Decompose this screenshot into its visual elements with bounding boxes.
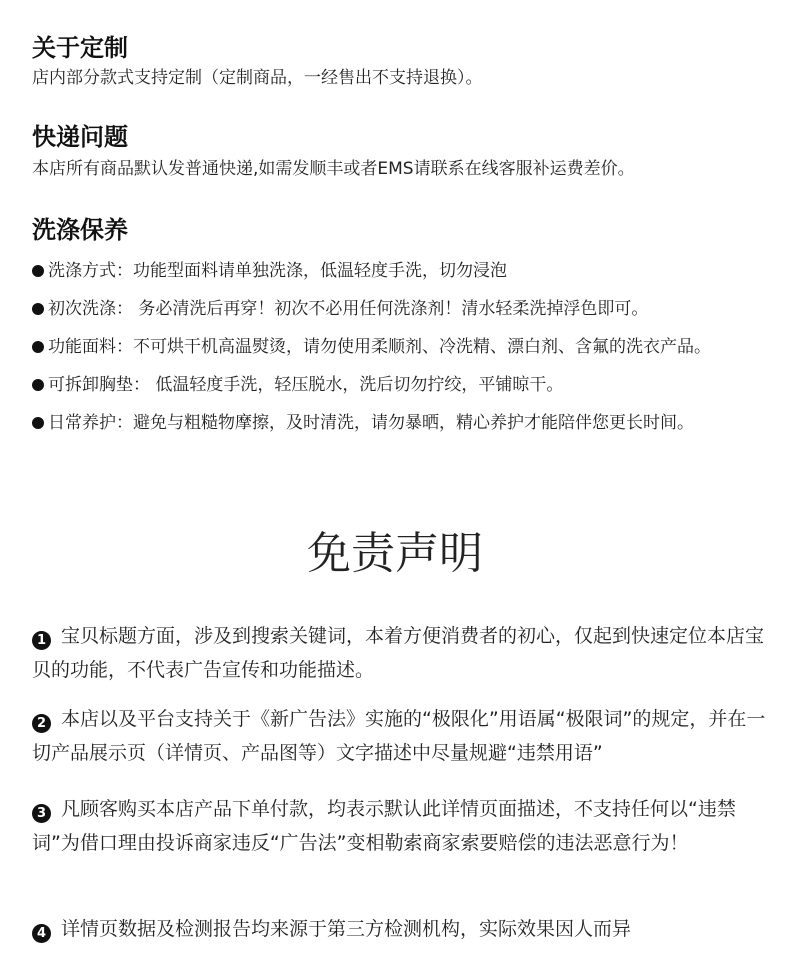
bullet-icon [32, 341, 44, 353]
disclaimer-item-3 [32, 792, 772, 860]
care-title: 洗涤保养 [32, 216, 128, 244]
care-item-text: 功能面料：不可烘干机高温熨烫，请勿使用柔顺剂、冷洗精、漂白剂、含氟的洗衣产品。 [48, 337, 711, 357]
care-list [32, 260, 762, 450]
care-item-text: 初次洗涤： 务必清洗后再穿！初次不必用任何洗涤剂！清水轻柔洗掉浮色即可。 [48, 299, 649, 319]
disclaimer-title: 免责声明 [307, 528, 483, 579]
care-item-text: 可拆卸胸垫： 低温轻度手洗，轻压脱水，洗后切勿拧绞，平铺晾干。 [48, 375, 564, 395]
custom-title: 关于定制 [32, 34, 128, 62]
disclaimer-item-1 [32, 619, 772, 687]
shipping-text: 本店所有商品默认发普通快递,如需发顺丰或者EMS请联系在线客服补运费差价。 [32, 159, 635, 179]
number-4-icon: 4 [32, 924, 51, 943]
custom-text: 店内部分款式支持定制（定制商品，一经售出不支持退换）。 [32, 68, 483, 88]
care-item-text: 日常养护：避免与粗糙物摩擦，及时清洗，请勿暴晒，精心养护才能陪伴您更长时间。 [48, 413, 694, 433]
custom-section [32, 33, 762, 89]
shipping-title: 快递问题 [32, 123, 128, 151]
list-item [32, 260, 762, 298]
list-item [32, 374, 762, 412]
care-item-text: 洗涤方式：功能型面料请单独洗涤，低温轻度手洗，切勿浸泡 [48, 261, 507, 281]
disclaimer-text: 凡顾客购买本店产品下单付款，均表示默认此详情页面描述，不支持任何以“违禁词”为借口理由投诉商家违反“广告法”变相勒索商家索要赔偿的违法恶意行为！ [32, 798, 736, 854]
number-2-icon: 2 [32, 714, 51, 733]
disclaimer-item-2 [32, 702, 772, 770]
disclaimer-text: 详情页数据及检测报告均来源于第三方检测机构，实际效果因人而异 [61, 918, 632, 940]
disclaimer-text: 宝贝标题方面，涉及到搜索关键词，本着方便消费者的初心，仅起到快速定位本店宝贝的功能，不代表广告宣传和功能描述。 [32, 625, 765, 681]
bullet-icon [32, 265, 44, 277]
number-3-icon: 3 [32, 804, 51, 823]
disclaimer-text: 本店以及平台支持关于《新广告法》实施的“极限化”用语属“极限词”的规定，并在一切产品展示页（详情页、产品图等）文字描述中尽量规避“违禁用语” [32, 708, 766, 764]
care-section [32, 215, 762, 450]
disclaimer-item-4 [32, 912, 772, 946]
bullet-icon [32, 417, 44, 429]
shipping-section [32, 122, 762, 180]
bullet-icon [32, 379, 44, 391]
list-item [32, 298, 762, 336]
bullet-icon [32, 303, 44, 315]
list-item [32, 336, 762, 374]
number-1-icon: 1 [32, 631, 51, 650]
list-item [32, 412, 762, 450]
